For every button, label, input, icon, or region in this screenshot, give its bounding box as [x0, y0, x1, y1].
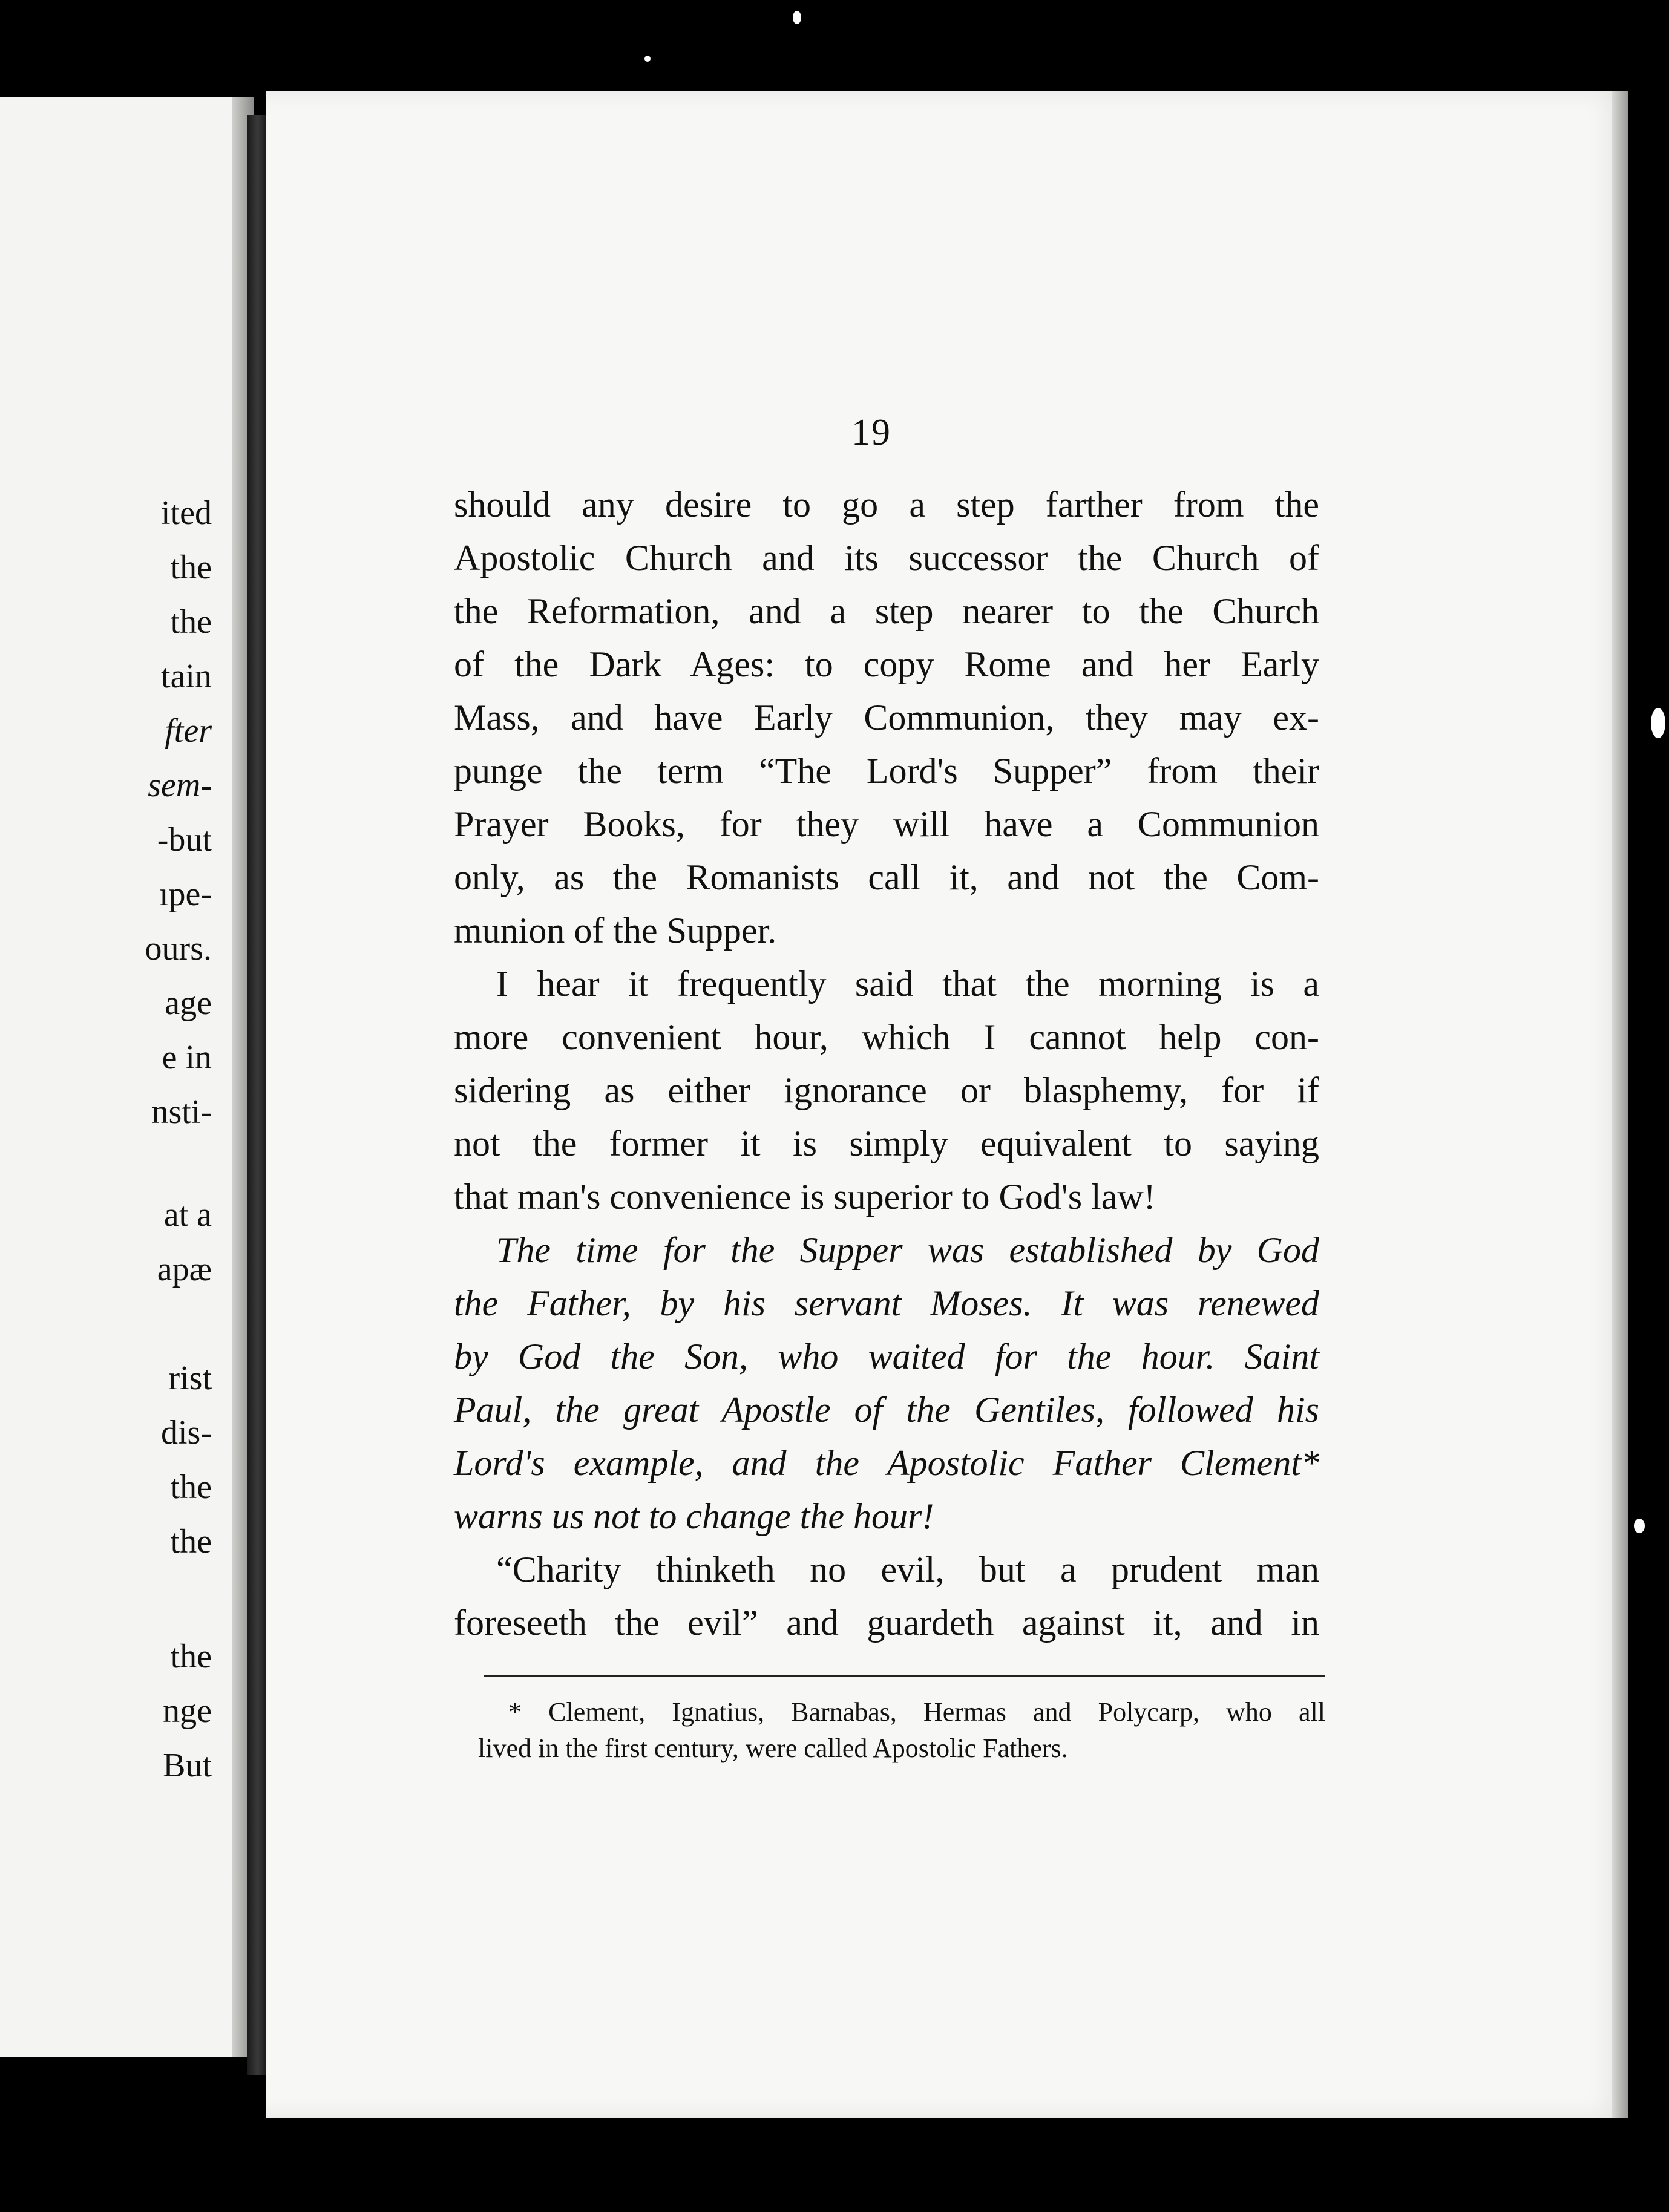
text-line: punge the term “The Lord's Supper” from their: [454, 751, 1319, 791]
scan-speck: [1651, 708, 1665, 738]
left-page-text-fragment: the: [170, 1468, 212, 1506]
text-line: Lord's example, and the Apostolic Father Clement*: [454, 1443, 1319, 1483]
text-line: sidering as either ignorance or blasphemy, for if: [454, 1070, 1319, 1110]
left-page-text-fragment: the: [170, 549, 212, 586]
left-page-text-fragment: the: [170, 603, 212, 641]
right-page-edge: [1612, 91, 1628, 2118]
scan-speck: [1634, 1519, 1645, 1533]
left-page-text-fragment: apæ: [157, 1251, 212, 1288]
left-page-text-fragment: the: [170, 1523, 212, 1560]
left-page-text-fragment: e in: [162, 1039, 212, 1076]
text-line: more convenient hour, which I cannot help con-: [454, 1017, 1319, 1057]
text-line: the Reformation, and a step nearer to the Church: [454, 591, 1319, 631]
left-page-text-fragment: But: [163, 1747, 212, 1784]
left-page-text-fragment: ıpe-: [159, 875, 212, 913]
text-line: not the former it is simply equivalent to saying: [454, 1124, 1319, 1163]
left-page-text-fragment: at a: [163, 1196, 212, 1234]
paragraph-1: [454, 478, 1319, 957]
text-line: Mass, and have Early Communion, they may ex-: [454, 698, 1319, 738]
text-line: warns us not to change the hour!: [454, 1496, 934, 1536]
left-facing-page: [0, 97, 254, 2057]
text-line: The time for the Supper was established by God: [496, 1230, 1319, 1270]
left-page-text-fragment: tain: [161, 658, 212, 695]
text-line: should any desire to go a step farther from the: [454, 485, 1319, 525]
left-page-text-fragment: ours.: [145, 930, 212, 967]
text-line: Prayer Books, for they will have a Communion: [454, 804, 1319, 844]
body-text: [454, 478, 1319, 1649]
left-page-text-fragment: ited: [161, 494, 212, 532]
left-page-text-fragment: nge: [163, 1692, 212, 1730]
text-line: by God the Son, who waited for the hour. Saint: [454, 1337, 1319, 1376]
text-line: I hear it frequently said that the morning is a: [496, 964, 1319, 1004]
text-line: that man's convenience is superior to God's law!: [454, 1177, 1156, 1217]
text-line: munion of the Supper.: [454, 911, 777, 951]
page-number: 19: [851, 412, 891, 453]
text-line: only, as the Romanists call it, and not the Com-: [454, 857, 1319, 897]
text-line: the Father, by his servant Moses. It was renewed: [454, 1283, 1319, 1323]
text-line: Apostolic Church and its successor the Church of: [454, 538, 1319, 578]
left-page-text-fragment: dis-: [161, 1414, 212, 1451]
left-page-text-fragment: sem-: [148, 767, 212, 804]
scan-speck: [793, 11, 801, 24]
text-line: foreseeth the evil” and guardeth against it, and in: [454, 1603, 1319, 1643]
footnote: [478, 1694, 1325, 1767]
left-page-text-fragment: -but: [157, 821, 212, 859]
left-page-text-fragment: nsti-: [151, 1093, 212, 1131]
footnote-line: * Clement, Ignatius, Barnabas, Hermas and Polycarp, who all: [508, 1697, 1325, 1727]
left-page-text-fragment: the: [170, 1638, 212, 1675]
text-line: Paul, the great Apostle of the Gentiles, followed his: [454, 1390, 1319, 1430]
text-line: of the Dark Ages: to copy Rome and her Early: [454, 644, 1319, 684]
footnote-rule: [484, 1675, 1325, 1677]
book-spine: [247, 115, 269, 2075]
left-page-text-fragment: fter: [165, 712, 212, 750]
footnote-line: lived in the first century, were called Apostolic Fathers.: [478, 1733, 1068, 1763]
paragraph-3-italic: [454, 1223, 1319, 1543]
text-line: “Charity thinketh no evil, but a prudent man: [496, 1549, 1319, 1589]
left-page-text-fragment: rist: [168, 1360, 212, 1397]
paragraph-4: [454, 1543, 1319, 1649]
left-page-text-fragment: age: [165, 984, 212, 1022]
paragraph-2: [454, 957, 1319, 1223]
scan-speck: [644, 56, 651, 62]
